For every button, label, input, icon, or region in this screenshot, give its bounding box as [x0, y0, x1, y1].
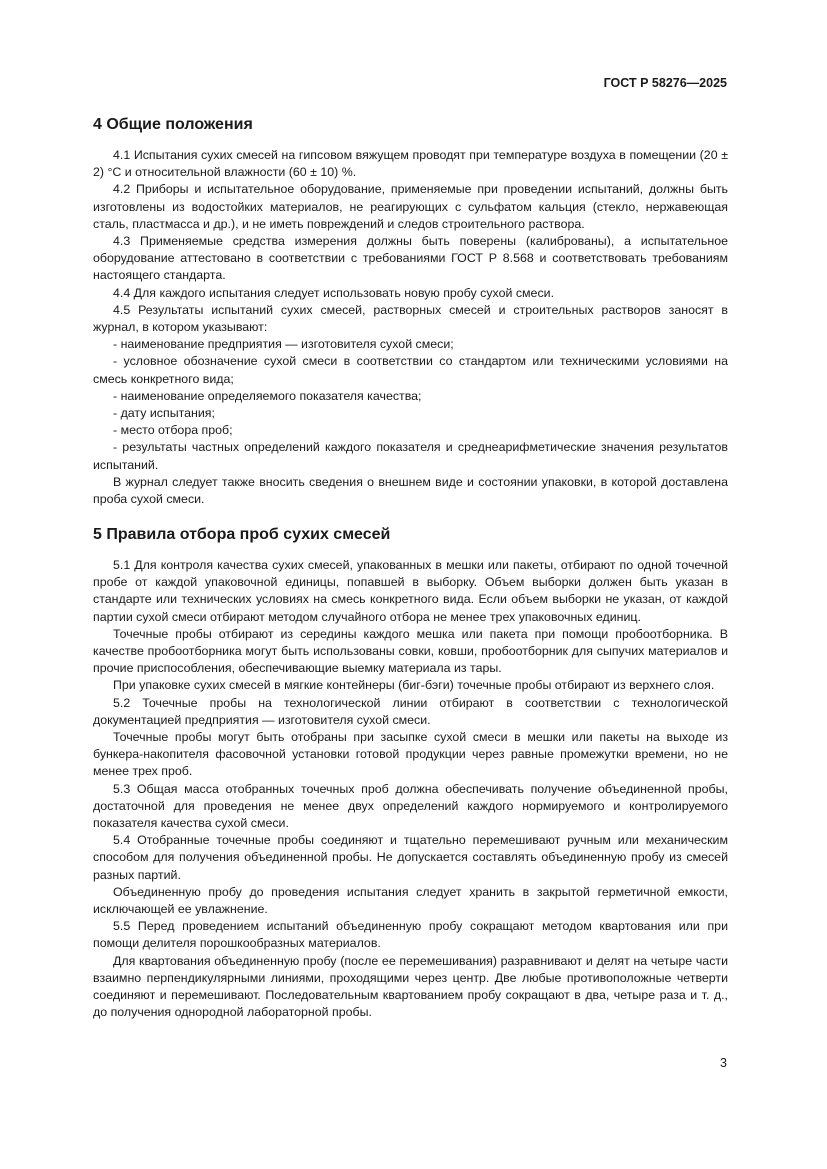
paragraph: 5.4 Отобранные точечные пробы соединяют и тщательно перемешивают ручным или механическим способом для получения объединенной пробы. Не допускается составлять объединенную пробу из смесей разных партий.	[93, 833, 728, 882]
list-item: - дату испытания;	[113, 406, 215, 421]
paragraph: Объединенную пробу до проведения испытания следует хранить в закрытой герметичной емкости, исключающей ее увлажнение.	[93, 884, 728, 917]
section-5-title: 5 Правила отбора проб сухих смесей	[93, 526, 391, 543]
list-item: - условное обозначение сухой смеси в соответствии со стандартом или техническими условиями на смесь конкретного вида;	[93, 354, 728, 386]
paragraph: В журнал следует также вносить сведения о внешнем виде и состоянии упаковки, в которой доставлена проба сухой смеси.	[93, 474, 728, 507]
page-number: 3	[720, 1056, 727, 1070]
paragraph: Точечные пробы отбирают из середины каждого мешка или пакета при помощи пробоотборника. В качестве пробоотборника могут быть использованы совки, ковши, пробоотборник для сыпучих материалов и прочие приспособления, обеспечивающие выемку материала из тары.	[93, 626, 728, 676]
paragraph: 5.5 Перед проведением испытаний объединенную пробу сокращают методом квартования или при помощи делителя порошкообразных материалов.	[93, 919, 728, 951]
paragraph: 4.3 Применяемые средства измерения должны быть поверены (калиброваны), а испытательное оборудование аттестовано в соответствии с требованиями ГОСТ Р 8.568 и соответствовать требованиям настоящего стандарта.	[93, 234, 728, 283]
section-5-body	[93, 557, 728, 1021]
paragraph: При упаковке сухих смесей в мягкие контейнеры (биг-бэги) точечные пробы отбирают из верхнего слоя.	[113, 678, 715, 693]
paragraph: Для квартования объединенную пробу (после ее перемешивания) разравнивают и делят на четыре части взаимно перпендикулярными линиями, проходящими через центр. Две любые противоположные четверти соединяют и перемешивают. Последовательным квартованием пробу сокращают в два, четыре раза и т. д., до получения однородной лабораторной пробы.	[93, 953, 728, 1020]
paragraph: 4.4 Для каждого испытания следует использовать новую пробу сухой смеси.	[113, 285, 555, 300]
paragraph: 4.2 Приборы и испытательное оборудование, применяемые при проведении испытаний, должны быть изготовлены из водостойких материалов, не реагирующих с сульфатом кальция (стекло, нержавеющая сталь, пластмасса и др.), и не иметь повреждений и следов строительного раствора.	[93, 182, 728, 231]
paragraph: 5.1 Для контроля качества сухих смесей, упакованных в мешки или пакеты, отбирают по одной точечной пробе от каждой упаковочной единицы, попавшей в выборку. Объем выборки должен быть указан в стандарте или технических условиях на смесь конкретного вида. Если объем выборки не указан, от каждой партии сухой смеси отбирают методом случайного отбора не менее трех упаковочных единиц.	[93, 558, 728, 624]
list-item: - наименование предприятия — изготовителя сухой смеси;	[113, 337, 454, 352]
document-code: ГОСТ Р 58276—2025	[603, 76, 727, 90]
section-4-title: 4 Общие положения	[93, 116, 253, 133]
paragraph: 4.5 Результаты испытаний сухих смесей, растворных смесей и строительных растворов заносят в журнал, в котором указывают:	[93, 302, 728, 335]
paragraph: 4.1 Испытания сухих смесей на гипсовом вяжущем проводят при температуре воздуха в помещении (20 ± 2) °С и относительной влажности (60 ± 10) %.	[93, 148, 728, 180]
list-item: - наименование определяемого показателя качества;	[113, 388, 422, 403]
paragraph: 5.3 Общая масса отобранных точечных проб должна обеспечивать получение объединенной пробы, достаточной для проведения не менее двух определений каждого нормируемого и контролируемого показателя качества сухой смеси.	[93, 781, 728, 831]
paragraph: Точечные пробы могут быть отобраны при засыпке сухой смеси в мешки или пакеты на выходе из бункера-накопителя фасовочной установки готовой продукции через равные промежутки времени, но не менее трех проб.	[93, 730, 728, 779]
section-4-body	[93, 147, 728, 508]
list-item: - место отбора проб;	[113, 423, 233, 438]
list-item: - результаты частных определений каждого показателя и среднеарифметические значения результатов испытаний.	[93, 440, 728, 472]
paragraph: 5.2 Точечные пробы на технологической линии отбирают в соответствии с технологической документацией предприятия — изготовителя сухой смеси.	[93, 695, 728, 727]
